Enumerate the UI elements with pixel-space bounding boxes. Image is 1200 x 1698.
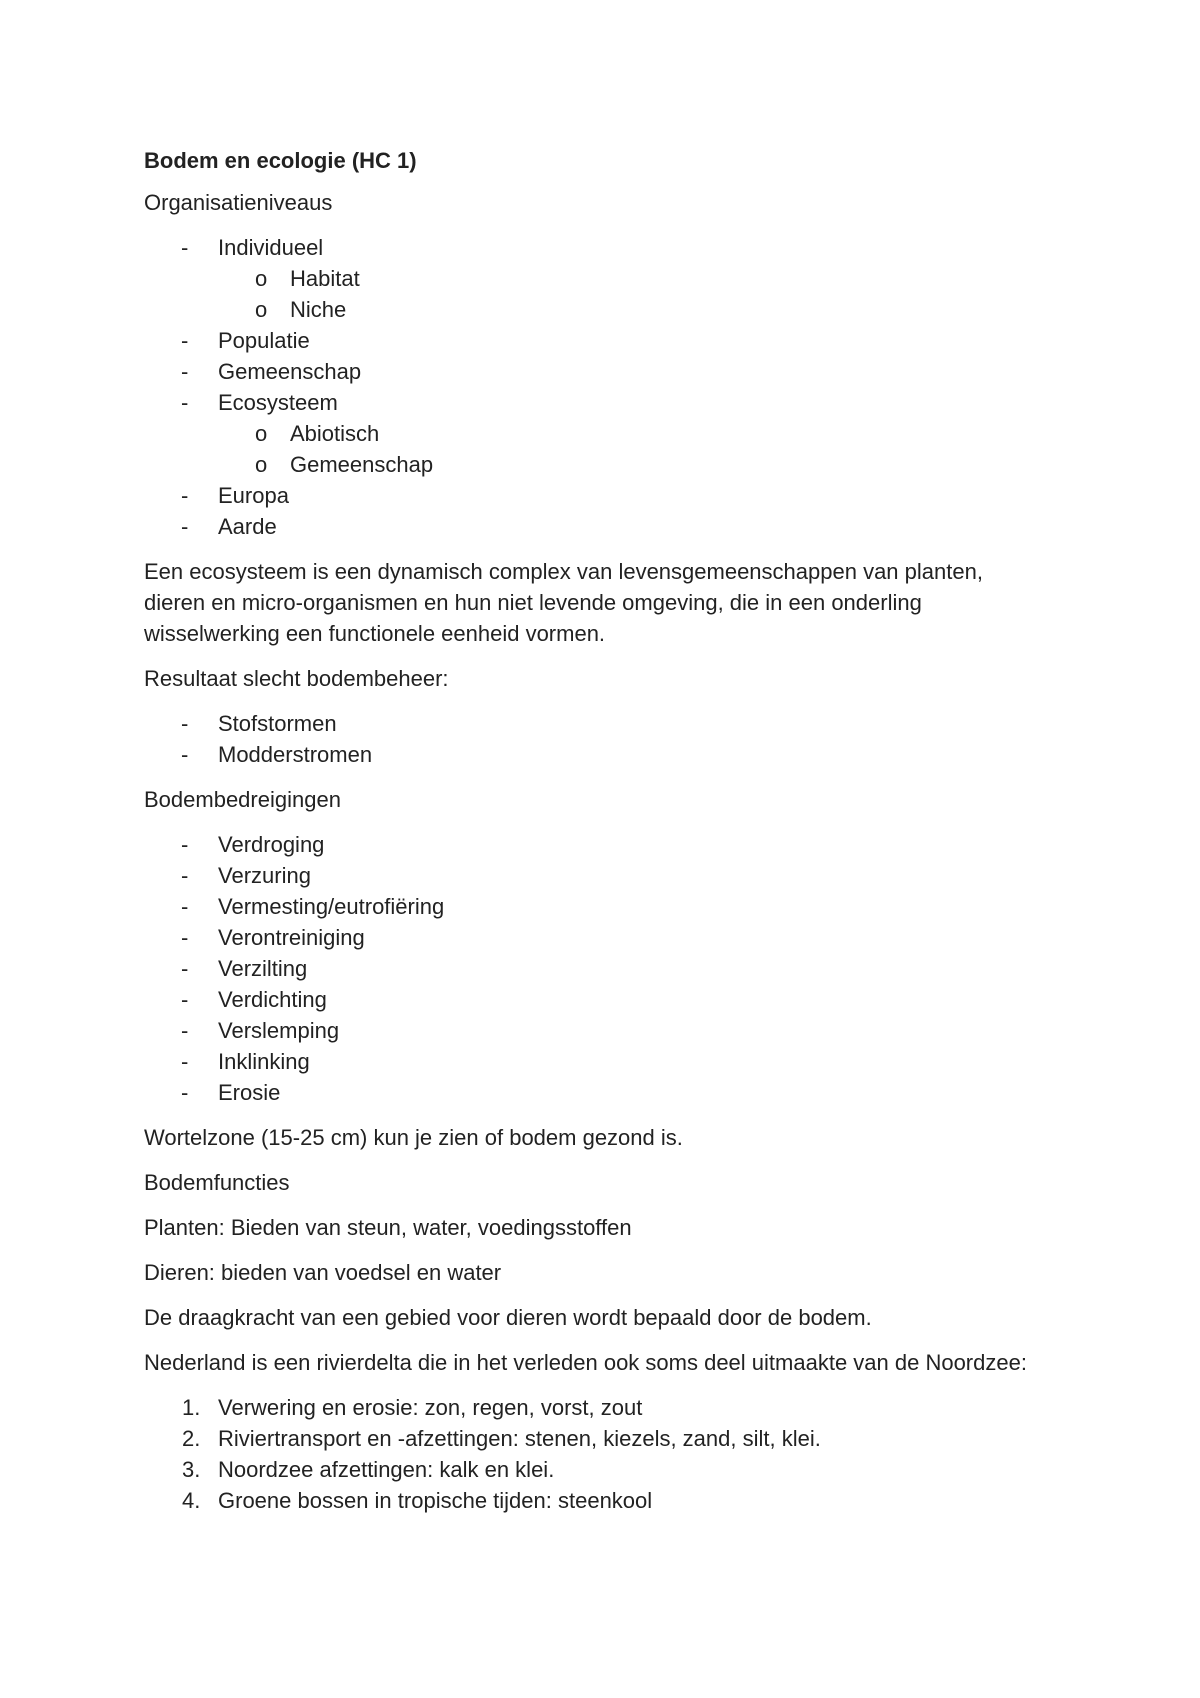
list-item: - Ecosysteem xyxy=(144,387,1044,418)
dash-marker: - xyxy=(181,894,189,919)
list-item: 1. Verwering en erosie: zon, regen, vorst, zout xyxy=(144,1392,1044,1423)
formation-steps-list xyxy=(144,1392,1044,1516)
dash-marker: - xyxy=(181,832,189,857)
list-item: - Populatie xyxy=(144,325,1044,356)
list-item: - Modderstromen xyxy=(144,739,1044,770)
functions-heading: Bodemfuncties xyxy=(144,1170,290,1195)
circle-bullet-marker: o xyxy=(255,297,268,322)
list-item: 4. Groene bossen in tropische tijden: steenkool xyxy=(144,1485,1044,1516)
number-marker: 2. xyxy=(182,1426,201,1451)
sub-list-item: o Abiotisch xyxy=(144,418,1044,449)
dash-marker: - xyxy=(181,1080,189,1105)
list-item: - Gemeenschap xyxy=(144,356,1044,387)
plants-text: Planten: Bieden van steun, water, voedingsstoffen xyxy=(144,1215,632,1240)
dash-marker: - xyxy=(181,514,189,539)
sub-list-item: o Habitat xyxy=(144,263,1044,294)
list-item: - Erosie xyxy=(144,1077,1044,1108)
list-item: 2. Riviertransport en -afzettingen: stenen, kiezels, zand, silt, klei. xyxy=(144,1423,1044,1454)
list-item: - Europa xyxy=(144,480,1044,511)
list-item: - Verzilting xyxy=(144,953,1044,984)
dash-marker: - xyxy=(181,1049,189,1074)
list-item: - Verslemping xyxy=(144,1015,1044,1046)
list-item: - Verdroging xyxy=(144,829,1044,860)
dash-marker: - xyxy=(181,987,189,1012)
number-marker: 4. xyxy=(182,1488,201,1513)
list-item: - Verontreiniging xyxy=(144,922,1044,953)
ecosystem-definition: Een ecosysteem is een dynamisch complex van levensgemeenschappen van planten, dieren en micro-organismen en hun niet levende omgeving, die in een onderling wisselwerking een functionele eenheid vormen. xyxy=(144,559,983,646)
sub-list-item: o Niche xyxy=(144,294,1044,325)
sub-list-item: o Gemeenschap xyxy=(144,449,1044,480)
dash-marker: - xyxy=(181,359,189,384)
carrying-capacity-text: De draagkracht van een gebied voor dieren wordt bepaald door de bodem. xyxy=(144,1305,872,1330)
list-item: - Stofstormen xyxy=(144,708,1044,739)
dash-marker: - xyxy=(181,1018,189,1043)
organisation-heading: Organisatieniveaus xyxy=(144,190,333,215)
circle-bullet-marker: o xyxy=(255,452,268,477)
list-item: - Aarde xyxy=(144,511,1044,542)
dash-marker: - xyxy=(181,390,189,415)
dash-marker: - xyxy=(181,235,189,260)
number-marker: 1. xyxy=(182,1395,201,1420)
organisation-levels-list xyxy=(144,232,1044,542)
circle-bullet-marker: o xyxy=(255,266,268,291)
threats-list xyxy=(144,829,1044,1108)
list-item: - Vermesting/eutrofiëring xyxy=(144,891,1044,922)
dash-marker: - xyxy=(181,742,189,767)
bad-management-heading: Resultaat slecht bodembeheer: xyxy=(144,666,449,691)
dash-marker: - xyxy=(181,483,189,508)
animals-text: Dieren: bieden van voedsel en water xyxy=(144,1260,502,1285)
netherlands-text: Nederland is een rivierdelta die in het verleden ook soms deel uitmaakte van de Noordzee: xyxy=(144,1350,1027,1375)
root-zone-text: Wortelzone (15-25 cm) kun je zien of bodem gezond is. xyxy=(144,1125,683,1150)
number-marker: 3. xyxy=(182,1457,201,1482)
document-title: Bodem en ecologie (HC 1) xyxy=(144,148,417,173)
dash-marker: - xyxy=(181,328,189,353)
list-item: - Verzuring xyxy=(144,860,1044,891)
dash-marker: - xyxy=(181,925,189,950)
threats-heading: Bodembedreigingen xyxy=(144,787,341,812)
dash-marker: - xyxy=(181,956,189,981)
dash-marker: - xyxy=(181,863,189,888)
document-body xyxy=(144,145,1044,1530)
list-item: - Inklinking xyxy=(144,1046,1044,1077)
dash-marker: - xyxy=(181,711,189,736)
circle-bullet-marker: o xyxy=(255,421,268,446)
list-item: - Verdichting xyxy=(144,984,1044,1015)
list-item: - Individueel xyxy=(144,232,1044,263)
bad-management-list xyxy=(144,708,1044,770)
list-item: 3. Noordzee afzettingen: kalk en klei. xyxy=(144,1454,1044,1485)
